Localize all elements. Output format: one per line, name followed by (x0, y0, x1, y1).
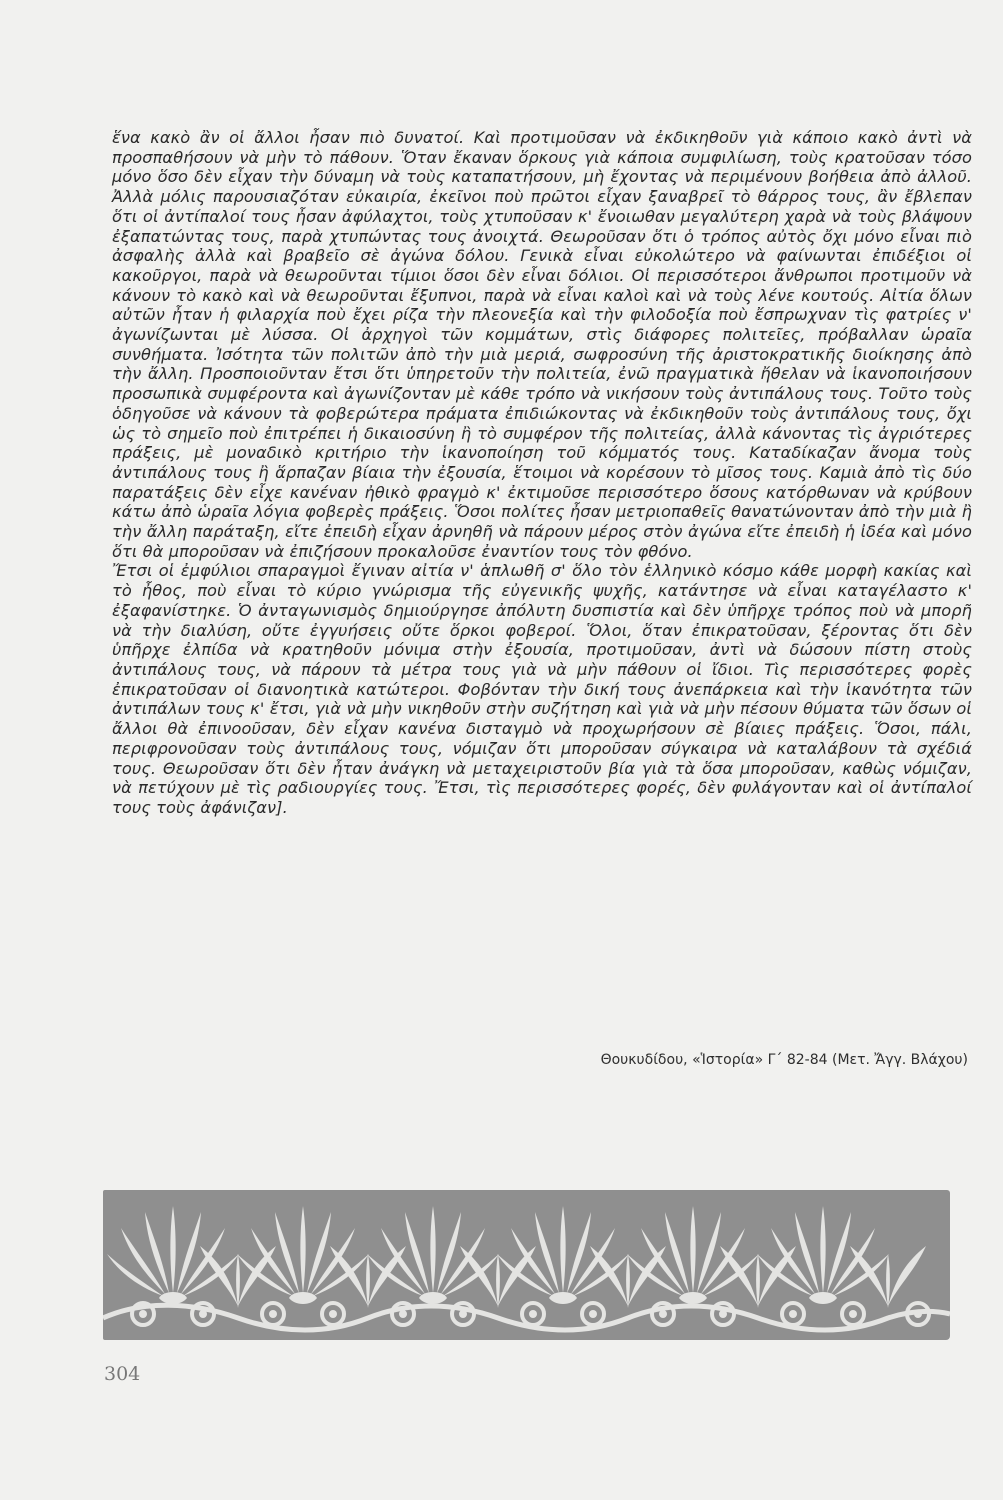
frieze-ornament (103, 1206, 950, 1330)
body-paragraph-1: ἕνα κακὸ ἂν οἱ ἄλλοι ἦσαν πιὸ δυνατοί. Καὶ προτιμοῦσαν νὰ ἐκδικηθοῦν γιὰ κάποιο κακὸ ἀντὶ νὰ προσπαθήσουν νὰ μὴν τὸ πάθουν. Ὅταν ἔκαναν ὅρκους γιὰ κάποια συμφιλίωση, τοὺς κρατοῦσαν τόσο μόνο ὅσο δὲν εἶχαν τὴν δύναμη νὰ τοὺς καταπατήσουν, μὴ ἔχοντας νὰ περιμένουν βοήθεια ἀπὸ ἀλλοῦ. Ἀλλὰ μόλις παρουσιαζόταν εὐκαιρία, ἐκεῖνοι ποὺ πρῶτοι εἶχαν ξαναβρεῖ τὸ θάρρος τους, ἂν ἔβλεπαν ὅτι οἱ ἀντίπαλοί τους ἦσαν ἀφύλαχτοι, τοὺς χτυποῦσαν κ' ἔνοιωθαν μεγαλύτερη χαρὰ νὰ τοὺς βλάψουν ἐξαπατώντας τους, παρὰ χτυπώντας τους ἀνοιχτά. Θεωροῦσαν ὅτι ὁ τρόπος αὐτὸς ὄχι μόνο εἶναι πιὸ ἀσφαλὴς ἀλλὰ καὶ βραβεῖο σὲ ἀγώνα δόλου. Γενικὰ εἶναι εὐκολώτερο νὰ φαίνωνται ἐπιδέξιοι οἱ κακοῦργοι, παρὰ νὰ θεωροῦνται τίμιοι ὅσοι δὲν εἶναι δόλιοι. Οἱ περισσότεροι ἄνθρωποι προτιμοῦν νὰ κάνουν τὸ κακὸ καὶ νὰ θεωροῦνται ἔξυπνοι, παρὰ νὰ εἶναι καλοὶ καὶ νὰ τοὺς λένε κουτούς. Αἰτία ὅλων αὐτῶν ἦταν ἡ φιλαρχία ποὺ ἔχει ρίζα τὴν πλεονεξία καὶ τὴν φιλοδοξία ποὺ ἔσπρωχναν τὶς φατρίες ν' ἀγωνίζωνται μὲ λύσσα. Οἱ ἀρχηγοὶ τῶν κομμάτων, στὶς διάφορες πολιτεῖες, πρόβαλλαν ὡραῖα συνθήματα. Ἰσότητα τῶν πολιτῶν ἀπὸ τὴν μιὰ μεριά, σωφροσύνη τῆς ἀριστοκρατικῆς διοίκησης ἀπὸ τὴν ἄλλη. Προσποιοῦνταν ἔτσι ὅτι ὑπηρετοῦν τὴν πολιτεία, ἐνῶ πραγματικὰ ἤθελαν νὰ ἱκανοποιήσουν προσωπικὰ συμφέροντα καὶ ἀγωνίζονταν μὲ κάθε τρόπο νὰ νικήσουν τοὺς ἀντιπάλους τους. Τοῦτο τοὺς ὁδηγοῦσε νὰ κάνουν τὰ φοβερώτερα πράματα ἐπιδιώκοντας νὰ ἐκδικηθοῦν τοὺς ἀντιπάλους τους, ὄχι ὡς τὸ σημεῖο ποὺ ἐπιτρέπει ἡ δικαιοσύνη ἢ τὸ συμφέρον τῆς πολιτείας, ἀλλὰ κάνοντας τὶς ἀγριότερες πράξεις, μὲ μοναδικὸ κριτήριο τὴν ἱκανοποίηση τοῦ κόμματός τους. Καταδίκαζαν ἄνομα τοὺς ἀντιπάλους τους ἢ ἅρπαζαν βίαια τὴν ἐξουσία, ἕτοιμοι νὰ κορέσουν τὸ μῖσος τους. Καμιὰ ἀπὸ τὶς δύο παρατάξεις δὲν εἶχε κανέναν ἠθικὸ φραγμὸ κ' ἐκτιμοῦσε περισσότερο ὅσους κατόρθωναν νὰ κρύβουν κάτω ἀπὸ ὡραῖα λόγια φοβερὲς πράξεις. Ὅσοι πολίτες ἦσαν μετριοπαθεῖς θανατώνονταν ἀπὸ τὴν μιὰ ἢ τὴν ἄλλη παράταξη, εἴτε ἐπειδὴ εἶχαν ἀρνηθῆ νὰ πάρουν μέρος στὸν ἀγώνα εἴτε ἐπειδὴ ἡ ἰδέα καὶ μόνο ὅτι θὰ μποροῦσαν νὰ ἐπιζήσουν προκαλοῦσε ἐναντίον τους τὸν φθόνο. (112, 128, 972, 561)
frieze-drawing (103, 1190, 950, 1340)
page-number: 304 (104, 1363, 141, 1385)
body-text (112, 128, 972, 818)
anthemion-relief-frieze-image (103, 1190, 950, 1340)
source-attribution: Θουκυδίδου, «Ἱστορία» Γ΄ 82-84 (Μετ. Ἄγγ. Βλάχου) (600, 1052, 968, 1068)
body-paragraph-2: Ἔτσι οἱ ἐμφύλιοι σπαραγμοὶ ἔγιναν αἰτία ν' ἁπλωθῆ σ' ὅλο τὸν ἑλληνικὸ κόσμο κάθε μορφὴ κακίας καὶ τὸ ἦθος, ποὺ εἶναι τὸ κύριο γνώρισμα τῆς εὐγενικῆς ψυχῆς, κατάντησε νὰ εἶναι καταγέλαστο κ' ἐξαφανίστηκε. Ὁ ἀνταγωνισμὸς δημιούργησε ἀπόλυτη δυσπιστία καὶ δὲν ὑπῆρχε τρόπος ποὺ νὰ μπορῆ νὰ τὴν διαλύση, οὔτε ἐγγυήσεις οὔτε ὅρκοι φοβεροί. Ὅλοι, ὅταν ἐπικρατοῦσαν, ξέροντας ὅτι δὲν ὑπῆρχε ἐλπίδα νὰ κρατηθοῦν μόνιμα στὴν ἐξουσία, προτιμοῦσαν, ἀντὶ νὰ δώσουν πίστη στοὺς ἀντιπάλους τους, νὰ πάρουν τὰ μέτρα τους γιὰ νὰ μὴν πάθουν οἱ ἴδιοι. Τὶς περισσότερες φορὲς ἐπικρατοῦσαν οἱ διανοητικὰ κατώτεροι. Φοβόνταν τὴν δική τους ἀνεπάρκεια καὶ τὴν ἱκανότητα τῶν ἀντιπάλων τους κ' ἔτσι, γιὰ νὰ μὴν νικηθοῦν στὴν συζήτηση καὶ γιὰ νὰ μὴν πέσουν θύματα τῶν ὅσων οἱ ἄλλοι θὰ ἐπινοοῦσαν, δὲν εἶχαν κανένα δισταγμὸ νὰ προχωρήσουν σὲ βίαιες πράξεις. Ὅσοι, πάλι, περιφρονοῦσαν τοὺς ἀντιπάλους τους, νόμιζαν ὅτι μποροῦσαν σύγκαιρα νὰ καταλάβουν τὰ σχέδιά τους. Θεωροῦσαν ὅτι δὲν ἦταν ἀνάγκη νὰ μεταχειριστοῦν βία γιὰ τὰ ὅσα μποροῦσαν, καθὼς νόμιζαν, νὰ πετύχουν μὲ τὶς ραδιουργίες τους. Ἔτσι, τὶς περισσότερες φορές, δὲν φυλάγονταν καὶ οἱ ἀντίπαλοί τους τοὺς ἀφάνιζαν]. (112, 561, 972, 817)
